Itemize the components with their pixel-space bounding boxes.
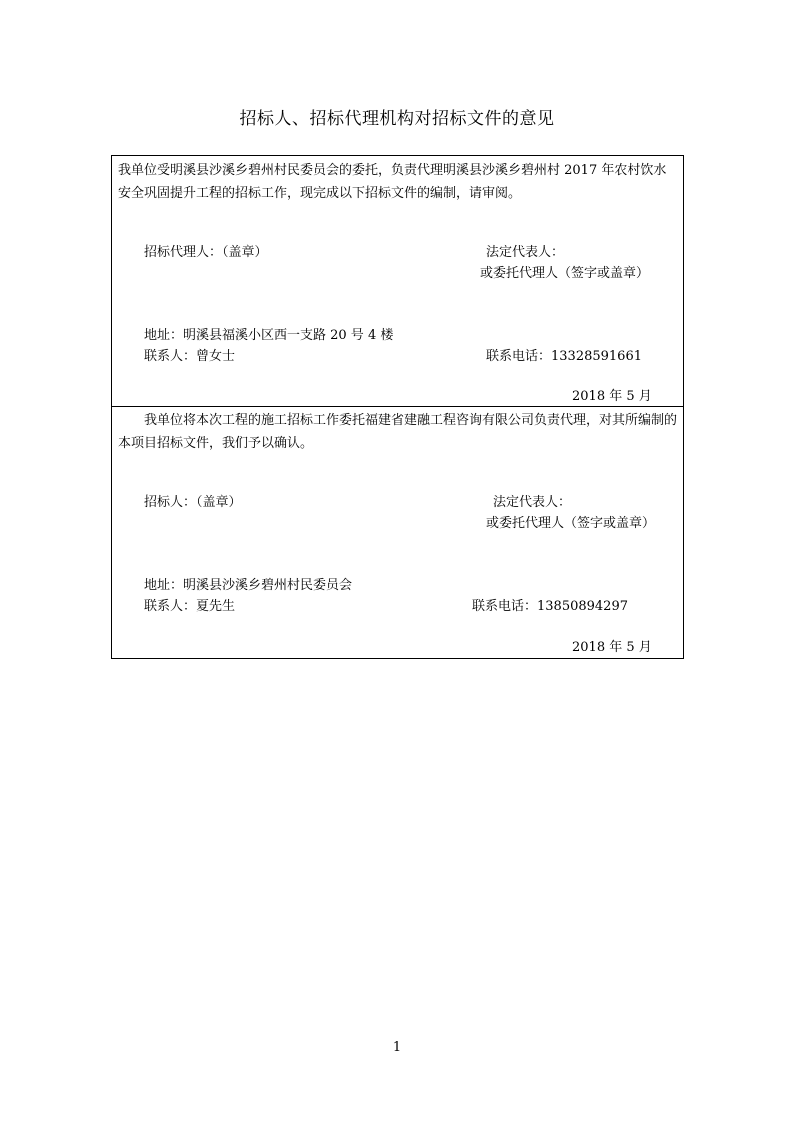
section-divider: [112, 406, 683, 407]
agent-date: 2018 年 5 月: [572, 389, 652, 404]
agent-seal-label: 招标代理人：（盖章）: [144, 245, 268, 260]
agent-contact: 联系人：曾女士: [144, 349, 236, 364]
tenderer-legal-rep-label: 法定代表人：: [493, 495, 572, 510]
tenderer-seal-label: 招标人：（盖章）: [144, 495, 242, 510]
agent-legal-rep-label: 法定代表人：: [486, 245, 565, 260]
agent-phone: 联系电话：13328591661: [486, 349, 642, 364]
tenderer-contact: 联系人：夏先生: [144, 599, 236, 614]
tenderer-entrusted-label: 或委托代理人（签字或盖章）: [486, 516, 656, 531]
tenderer-phone: 联系电话：13850894297: [472, 599, 628, 614]
page-number: 1: [392, 1040, 402, 1055]
document-title: 招标人、招标代理机构对招标文件的意见: [239, 109, 555, 129]
opinion-table: [111, 155, 684, 659]
agent-statement: 我单位受明溪县沙溪乡碧州村民委员会的委托，负责代理明溪县沙溪乡碧州村 2017 年农村饮水安全巩固提升工程的招标工作，现完成以下招标文件的编制，请审阅。: [118, 163, 667, 201]
tenderer-address: 地址：明溪县沙溪乡碧州村民委员会: [144, 578, 353, 593]
agent-entrusted-label: 或委托代理人（签字或盖章）: [480, 266, 650, 281]
tenderer-date: 2018 年 5 月: [572, 640, 652, 655]
agent-address: 地址：明溪县福溪小区西一支路 20 号 4 楼: [144, 328, 394, 343]
tenderer-statement: 我单位将本次工程的施工招标工作委托福建省建融工程咨询有限公司负责代理，对其所编制的本项目招标文件，我们予以确认。: [118, 413, 678, 451]
